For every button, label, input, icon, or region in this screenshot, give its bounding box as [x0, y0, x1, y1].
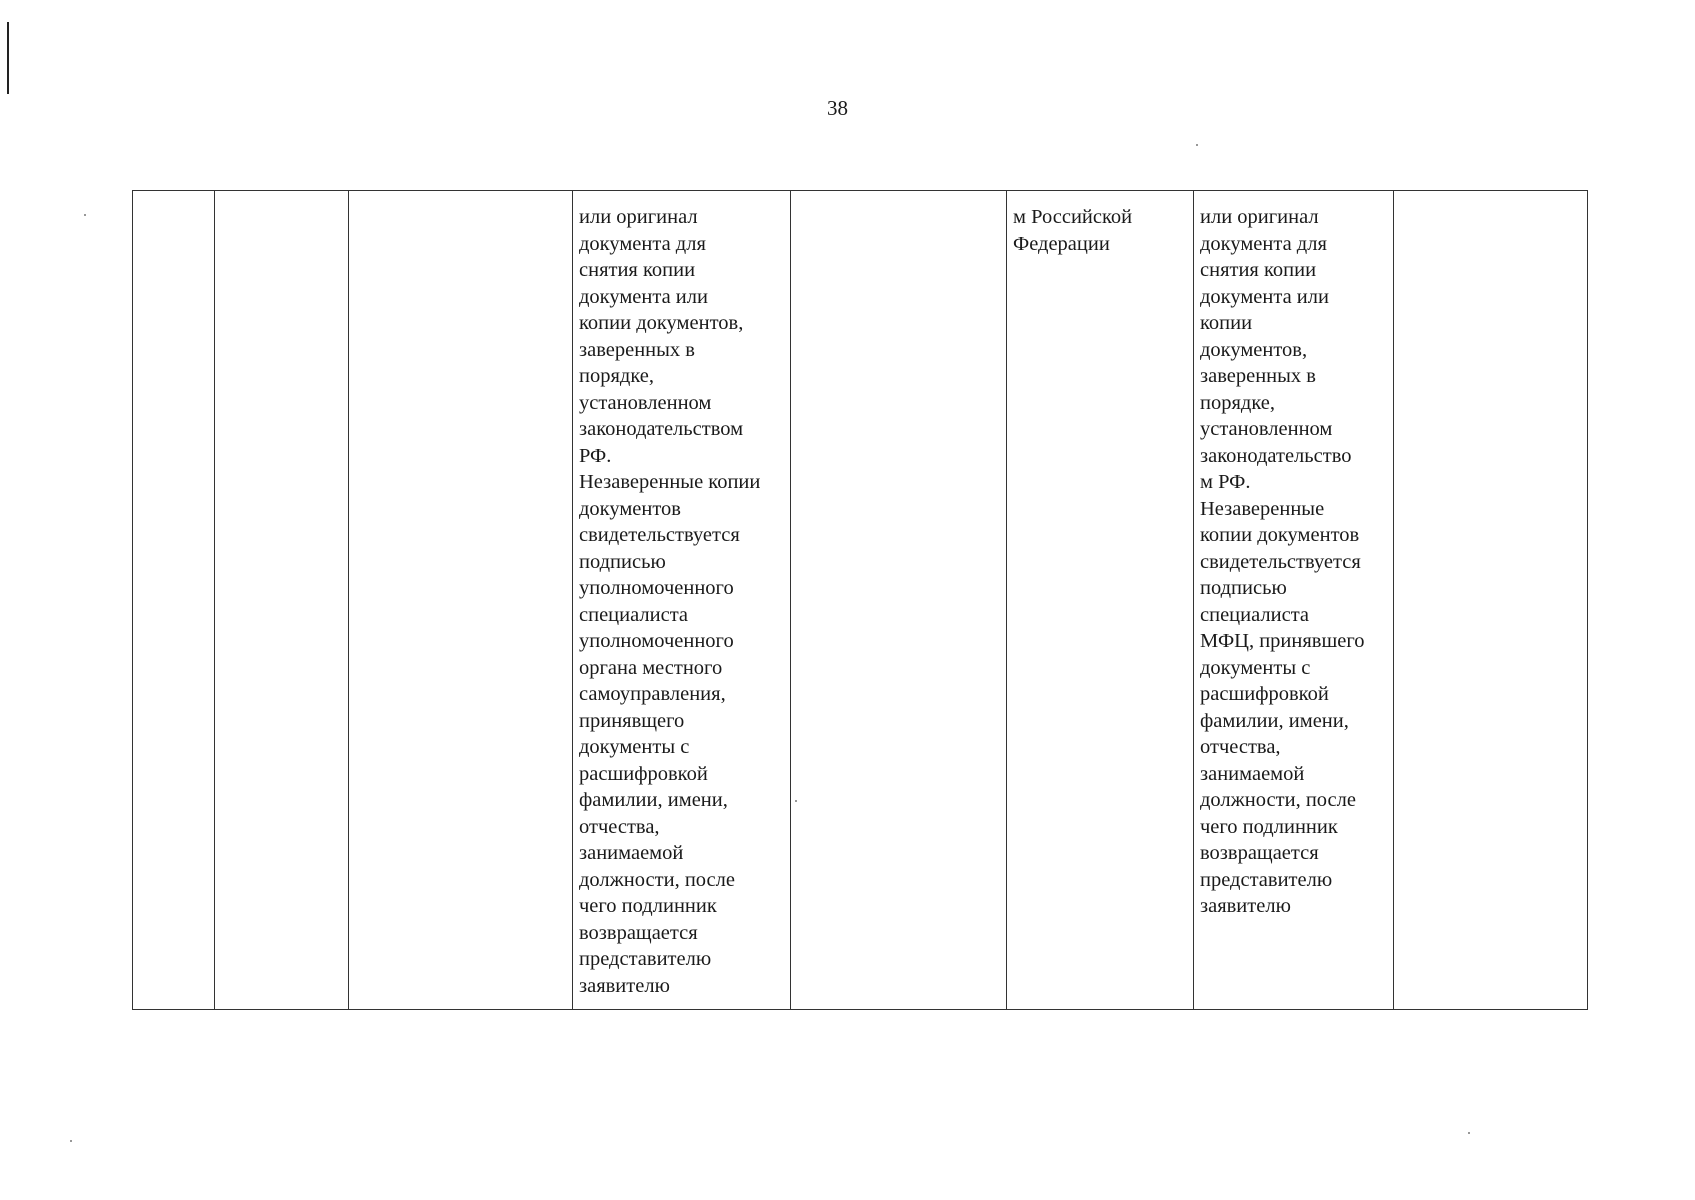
- table-row: [133, 191, 1588, 1010]
- page-number: 38: [827, 96, 848, 120]
- cell-text: или оригинал документа для снятия копии документа или копии документов, заверенных в порядке, установленном законодательство м РФ. Незаверенные копии документов свидетельствуется подписью специалиста МФЦ, принявшего документы с расшифровкой фамилии, имени, отчества, занимаемой должности, после чего подлинник возвращается представителю заявителю: [1200, 206, 1365, 917]
- scan-speck: [84, 214, 86, 216]
- scan-speck: [1468, 1132, 1470, 1134]
- table-cell-col7: [1194, 191, 1394, 1010]
- table-cell-col5: [791, 191, 1007, 1010]
- table-cell-col6: [1007, 191, 1194, 1010]
- cell-text: м Российской Федерации: [1013, 206, 1133, 255]
- table-cell-col2: [215, 191, 349, 1010]
- table-cell-col8: [1394, 191, 1588, 1010]
- cell-text: или оригинал документа для снятия копии документа или копии документов, заверенных в порядке, установленном законодательством РФ. Незаверенные копии документов свидетельствуется подписью уполномоченного специалиста уполномоченного органа местного самоуправления, принявщего документы с расшифровкой фамилии, имени, отчества, занимаемой должности, после чего подлинник возвращается представителю заявителю: [579, 206, 761, 997]
- document-table: [132, 190, 1588, 1010]
- table-cell-col4: [573, 191, 791, 1010]
- table-cell-col3: [349, 191, 573, 1010]
- scan-speck: [795, 800, 797, 802]
- scan-speck: [70, 1140, 72, 1142]
- scan-edge-mark: [7, 22, 9, 94]
- scan-speck: [1196, 144, 1198, 146]
- table-cell-col1: [133, 191, 215, 1010]
